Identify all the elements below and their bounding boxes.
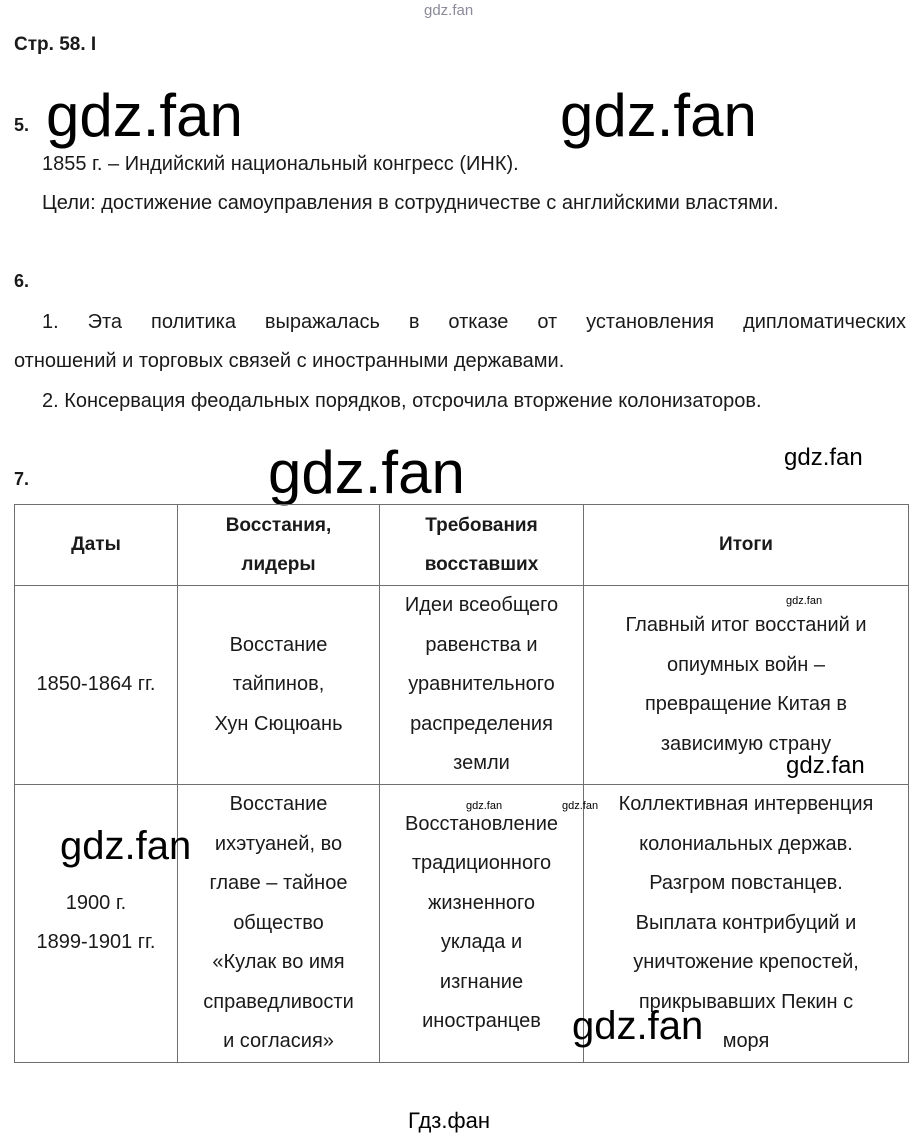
section-6-item-1-line-a: 1. Эта политика выражалась в отказе от установления дипломатических bbox=[42, 311, 906, 333]
cell-demands: Идеи всеобщего равенства и уравнительного распределения земли bbox=[380, 586, 584, 785]
header-dates: Даты bbox=[15, 505, 178, 586]
section-5-line-1: 1855 г. – Индийский национальный конгресс (ИНК). bbox=[42, 153, 519, 175]
cell-dates: 1900 г. 1899-1901 гг. bbox=[15, 785, 178, 1063]
watermark-top: gdz.fan bbox=[424, 2, 474, 19]
footer-text: Гдз.фан bbox=[408, 1108, 490, 1133]
table-row bbox=[15, 586, 909, 785]
cell-uprising: Восстание ихэтуаней, во главе – тайное общество «Кулак во имя справедливости и согласия» bbox=[178, 785, 380, 1063]
section-6-number: 6. bbox=[14, 271, 30, 291]
watermark-big-2: gdz.fan bbox=[560, 82, 757, 149]
watermark-med-3: gdz.fan bbox=[60, 824, 192, 868]
watermark-small-1: gdz.fan bbox=[786, 595, 823, 607]
cell-results: Коллективная интервенция колониальных держав. Разгром повстанцев. Выплата контрибуций и уничтожение крепостей, прикрывавших Пекин с моря bbox=[584, 785, 909, 1063]
section-7-number: 7. bbox=[14, 469, 30, 489]
section-6-item-2: 2. Консервация феодальных порядков, отсрочила вторжение колонизаторов. bbox=[42, 390, 762, 412]
section-5-number: 5. bbox=[14, 115, 30, 135]
header-demands: Требования восставших bbox=[380, 505, 584, 586]
cell-uprising: Восстание тайпинов, Хун Сюцюань bbox=[178, 586, 380, 785]
watermark-big-3: gdz.fan bbox=[268, 439, 465, 506]
watermark-small-3: gdz.fan bbox=[562, 800, 599, 812]
header-uprisings: Восстания, лидеры bbox=[178, 505, 380, 586]
watermark-med-1: gdz.fan bbox=[784, 444, 863, 471]
watermark-med-2: gdz.fan bbox=[786, 752, 865, 779]
uprisings-table bbox=[14, 504, 909, 1063]
cell-results: Главный итог восстаний и опиумных войн – превращение Китая в зависимую страну bbox=[584, 586, 909, 785]
watermark-med-4: gdz.fan bbox=[572, 1004, 704, 1048]
section-5-line-2: Цели: достижение самоуправления в сотрудничестве с английскими властями. bbox=[42, 192, 779, 214]
cell-dates: 1850-1864 гг. bbox=[15, 586, 178, 785]
page-header: Стр. 58. I bbox=[14, 34, 97, 55]
cell-demands: Восстановление традиционного жизненного уклада и изгнание иностранцев bbox=[380, 785, 584, 1063]
watermark-small-2: gdz.fan bbox=[466, 800, 503, 812]
section-6-item-1-line-b: отношений и торговых связей с иностранными державами. bbox=[14, 350, 565, 372]
watermark-big-1: gdz.fan bbox=[46, 82, 243, 149]
header-results: Итоги bbox=[584, 505, 909, 586]
table-header-row bbox=[15, 505, 909, 586]
